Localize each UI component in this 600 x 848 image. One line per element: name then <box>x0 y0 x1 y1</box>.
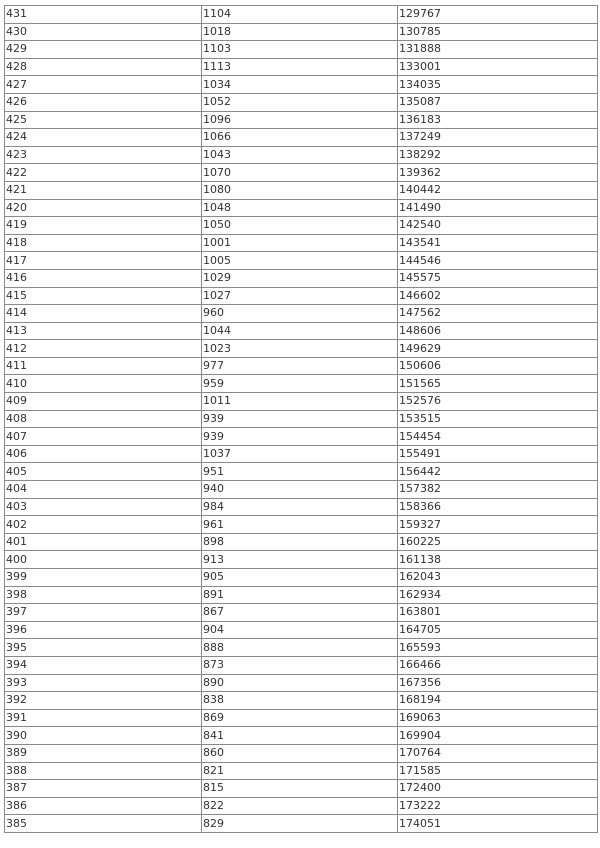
table-body <box>5 6 598 833</box>
table-row <box>5 727 598 745</box>
table-row <box>5 744 598 762</box>
cell-index: 424 <box>5 129 202 147</box>
cell-cumulative: 137249 <box>398 129 598 147</box>
cell-cumulative: 139362 <box>398 164 598 182</box>
table-row <box>5 234 598 252</box>
table-row <box>5 393 598 411</box>
cell-index: 415 <box>5 287 202 305</box>
cell-value: 1043 <box>202 146 398 164</box>
cell-value: 821 <box>202 762 398 780</box>
cell-value: 1113 <box>202 58 398 76</box>
cell-index: 416 <box>5 269 202 287</box>
cell-index: 399 <box>5 569 202 587</box>
cell-index: 425 <box>5 111 202 129</box>
cell-cumulative: 170764 <box>398 744 598 762</box>
table-row <box>5 305 598 323</box>
cell-cumulative: 169063 <box>398 709 598 727</box>
cell-value: 1052 <box>202 93 398 111</box>
cell-value: 951 <box>202 463 398 481</box>
table-row <box>5 322 598 340</box>
cell-cumulative: 171585 <box>398 762 598 780</box>
cell-index: 397 <box>5 604 202 622</box>
cell-value: 940 <box>202 481 398 499</box>
table-row <box>5 428 598 446</box>
cell-value: 1103 <box>202 41 398 59</box>
cell-value: 1044 <box>202 322 398 340</box>
table-row <box>5 111 598 129</box>
table-row <box>5 815 598 833</box>
cell-cumulative: 143541 <box>398 234 598 252</box>
table-row <box>5 604 598 622</box>
cell-cumulative: 136183 <box>398 111 598 129</box>
cell-index: 418 <box>5 234 202 252</box>
cell-index: 402 <box>5 516 202 534</box>
cell-cumulative: 146602 <box>398 287 598 305</box>
cell-cumulative: 173222 <box>398 797 598 815</box>
cell-cumulative: 155491 <box>398 445 598 463</box>
table-row <box>5 76 598 94</box>
cell-value: 1048 <box>202 199 398 217</box>
cell-index: 429 <box>5 41 202 59</box>
table-row <box>5 498 598 516</box>
cell-index: 420 <box>5 199 202 217</box>
cell-value: 1034 <box>202 76 398 94</box>
table-row <box>5 340 598 358</box>
cell-index: 405 <box>5 463 202 481</box>
cell-index: 385 <box>5 815 202 833</box>
cell-cumulative: 172400 <box>398 780 598 798</box>
table-row <box>5 674 598 692</box>
table-row <box>5 692 598 710</box>
cell-cumulative: 160225 <box>398 533 598 551</box>
table-row <box>5 146 598 164</box>
cell-value: 1080 <box>202 181 398 199</box>
table-row <box>5 481 598 499</box>
table-row <box>5 445 598 463</box>
cell-value: 898 <box>202 533 398 551</box>
cell-cumulative: 130785 <box>398 23 598 41</box>
cell-value: 977 <box>202 357 398 375</box>
cell-index: 412 <box>5 340 202 358</box>
cell-index: 417 <box>5 252 202 270</box>
cell-index: 390 <box>5 727 202 745</box>
cell-index: 413 <box>5 322 202 340</box>
data-table <box>4 5 598 833</box>
cell-cumulative: 174051 <box>398 815 598 833</box>
cell-cumulative: 144546 <box>398 252 598 270</box>
table-row <box>5 6 598 24</box>
table-row <box>5 199 598 217</box>
cell-cumulative: 157382 <box>398 481 598 499</box>
cell-index: 409 <box>5 393 202 411</box>
table-row <box>5 164 598 182</box>
cell-value: 1005 <box>202 252 398 270</box>
table-row <box>5 516 598 534</box>
cell-cumulative: 131888 <box>398 41 598 59</box>
cell-index: 430 <box>5 23 202 41</box>
cell-index: 421 <box>5 181 202 199</box>
cell-cumulative: 158366 <box>398 498 598 516</box>
table-row <box>5 639 598 657</box>
cell-cumulative: 147562 <box>398 305 598 323</box>
cell-value: 913 <box>202 551 398 569</box>
table-row <box>5 762 598 780</box>
cell-cumulative: 156442 <box>398 463 598 481</box>
cell-index: 431 <box>5 6 202 24</box>
cell-index: 406 <box>5 445 202 463</box>
cell-index: 401 <box>5 533 202 551</box>
cell-cumulative: 168194 <box>398 692 598 710</box>
cell-index: 427 <box>5 76 202 94</box>
cell-cumulative: 149629 <box>398 340 598 358</box>
cell-cumulative: 134035 <box>398 76 598 94</box>
table-row <box>5 269 598 287</box>
cell-index: 391 <box>5 709 202 727</box>
cell-cumulative: 135087 <box>398 93 598 111</box>
cell-cumulative: 163801 <box>398 604 598 622</box>
cell-value: 888 <box>202 639 398 657</box>
cell-value: 838 <box>202 692 398 710</box>
cell-cumulative: 162934 <box>398 586 598 604</box>
cell-value: 1066 <box>202 129 398 147</box>
cell-value: 860 <box>202 744 398 762</box>
cell-cumulative: 165593 <box>398 639 598 657</box>
cell-index: 392 <box>5 692 202 710</box>
cell-cumulative: 142540 <box>398 217 598 235</box>
table-row <box>5 375 598 393</box>
cell-cumulative: 150606 <box>398 357 598 375</box>
cell-cumulative: 140442 <box>398 181 598 199</box>
cell-cumulative: 167356 <box>398 674 598 692</box>
cell-index: 386 <box>5 797 202 815</box>
table-row <box>5 252 598 270</box>
table-row <box>5 621 598 639</box>
cell-index: 414 <box>5 305 202 323</box>
cell-cumulative: 162043 <box>398 569 598 587</box>
cell-cumulative: 154454 <box>398 428 598 446</box>
cell-value: 959 <box>202 375 398 393</box>
cell-cumulative: 148606 <box>398 322 598 340</box>
table-row <box>5 287 598 305</box>
table-row <box>5 410 598 428</box>
cell-index: 422 <box>5 164 202 182</box>
table-row <box>5 357 598 375</box>
table-row <box>5 93 598 111</box>
cell-value: 984 <box>202 498 398 516</box>
cell-index: 400 <box>5 551 202 569</box>
cell-index: 428 <box>5 58 202 76</box>
table-row <box>5 780 598 798</box>
cell-value: 1070 <box>202 164 398 182</box>
table-row <box>5 58 598 76</box>
table-row <box>5 129 598 147</box>
cell-value: 1027 <box>202 287 398 305</box>
table-row <box>5 533 598 551</box>
table-row <box>5 217 598 235</box>
cell-cumulative: 166466 <box>398 656 598 674</box>
table-row <box>5 569 598 587</box>
cell-value: 904 <box>202 621 398 639</box>
cell-cumulative: 159327 <box>398 516 598 534</box>
cell-value: 939 <box>202 428 398 446</box>
cell-value: 822 <box>202 797 398 815</box>
table-row <box>5 41 598 59</box>
cell-index: 411 <box>5 357 202 375</box>
cell-index: 388 <box>5 762 202 780</box>
table-row <box>5 797 598 815</box>
cell-index: 410 <box>5 375 202 393</box>
cell-cumulative: 161138 <box>398 551 598 569</box>
cell-value: 1023 <box>202 340 398 358</box>
cell-cumulative: 129767 <box>398 6 598 24</box>
cell-index: 407 <box>5 428 202 446</box>
cell-index: 394 <box>5 656 202 674</box>
cell-index: 408 <box>5 410 202 428</box>
cell-value: 841 <box>202 727 398 745</box>
cell-value: 1018 <box>202 23 398 41</box>
cell-value: 939 <box>202 410 398 428</box>
table-row <box>5 709 598 727</box>
table-row <box>5 23 598 41</box>
cell-index: 396 <box>5 621 202 639</box>
cell-cumulative: 141490 <box>398 199 598 217</box>
cell-index: 395 <box>5 639 202 657</box>
table-row <box>5 463 598 481</box>
cell-index: 419 <box>5 217 202 235</box>
cell-index: 393 <box>5 674 202 692</box>
cell-cumulative: 153515 <box>398 410 598 428</box>
cell-value: 1104 <box>202 6 398 24</box>
cell-value: 905 <box>202 569 398 587</box>
cell-index: 426 <box>5 93 202 111</box>
cell-cumulative: 169904 <box>398 727 598 745</box>
cell-cumulative: 152576 <box>398 393 598 411</box>
cell-index: 389 <box>5 744 202 762</box>
cell-value: 890 <box>202 674 398 692</box>
table-row <box>5 586 598 604</box>
table-row <box>5 656 598 674</box>
cell-value: 961 <box>202 516 398 534</box>
cell-index: 398 <box>5 586 202 604</box>
table-row <box>5 181 598 199</box>
cell-cumulative: 164705 <box>398 621 598 639</box>
cell-index: 387 <box>5 780 202 798</box>
cell-value: 1011 <box>202 393 398 411</box>
cell-value: 867 <box>202 604 398 622</box>
cell-value: 869 <box>202 709 398 727</box>
cell-value: 873 <box>202 656 398 674</box>
cell-value: 1050 <box>202 217 398 235</box>
cell-value: 1037 <box>202 445 398 463</box>
cell-value: 960 <box>202 305 398 323</box>
cell-cumulative: 138292 <box>398 146 598 164</box>
cell-cumulative: 145575 <box>398 269 598 287</box>
table-row <box>5 551 598 569</box>
cell-value: 829 <box>202 815 398 833</box>
cell-index: 403 <box>5 498 202 516</box>
cell-value: 1096 <box>202 111 398 129</box>
cell-value: 1029 <box>202 269 398 287</box>
cell-value: 891 <box>202 586 398 604</box>
cell-index: 423 <box>5 146 202 164</box>
cell-cumulative: 133001 <box>398 58 598 76</box>
cell-value: 1001 <box>202 234 398 252</box>
cell-cumulative: 151565 <box>398 375 598 393</box>
cell-value: 815 <box>202 780 398 798</box>
cell-index: 404 <box>5 481 202 499</box>
